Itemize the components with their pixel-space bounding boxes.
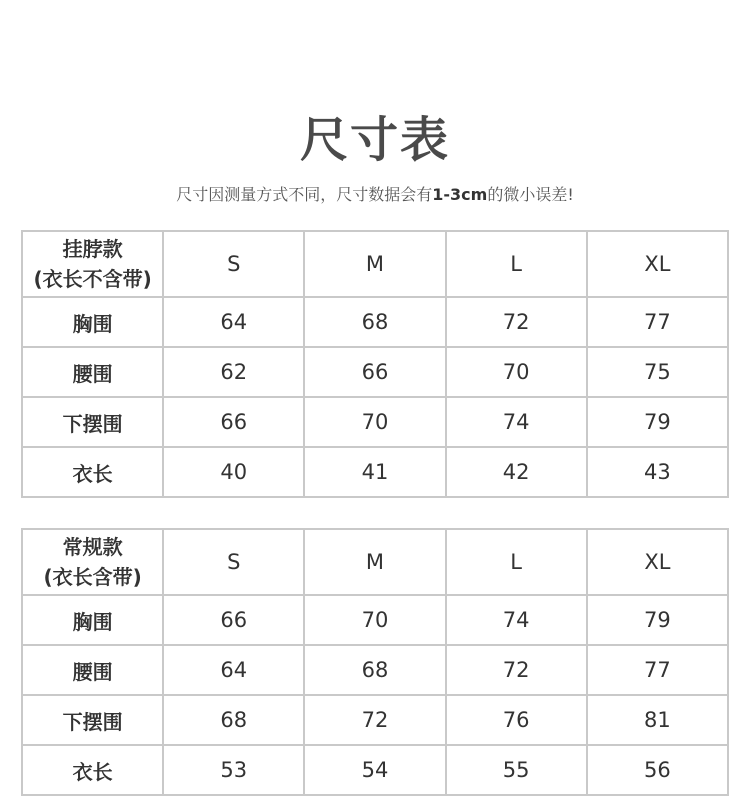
note-text-after: 的微小误差!	[487, 185, 574, 204]
table-cell: 53	[163, 745, 304, 795]
size-header-m: M	[304, 529, 445, 595]
size-header-s: S	[163, 231, 304, 297]
table-cell: 68	[304, 297, 445, 347]
row-label: 腰围	[22, 645, 163, 695]
row-label: 衣长	[22, 745, 163, 795]
size-table-regular	[21, 528, 729, 796]
table-cell: 62	[163, 347, 304, 397]
table-cell: 56	[587, 745, 728, 795]
size-header-m: M	[304, 231, 445, 297]
size-header-l: L	[446, 529, 587, 595]
table-cell: 41	[304, 447, 445, 497]
table-cell: 72	[446, 645, 587, 695]
table-cell: 70	[446, 347, 587, 397]
table-cell: 79	[587, 595, 728, 645]
table-cell: 70	[304, 595, 445, 645]
table-cell: 42	[446, 447, 587, 497]
table-cell: 77	[587, 297, 728, 347]
table-cell: 77	[587, 645, 728, 695]
table-cell: 66	[163, 397, 304, 447]
note-text-before: 尺寸因测量方式不同，尺寸数据会有	[176, 185, 433, 204]
row-label: 腰围	[22, 347, 163, 397]
table-cell: 74	[446, 397, 587, 447]
table-cell: 72	[304, 695, 445, 745]
table-row	[22, 595, 728, 645]
table-cell: 68	[304, 645, 445, 695]
style-note: (衣长含带)	[43, 565, 142, 589]
size-header-xl: XL	[587, 231, 728, 297]
style-note: (衣长不含带)	[33, 267, 152, 291]
table-row	[22, 695, 728, 745]
row-label: 胸围	[22, 595, 163, 645]
table-header-row	[22, 529, 728, 595]
table-corner-label	[22, 231, 163, 297]
size-header-l: L	[446, 231, 587, 297]
table-cell: 72	[446, 297, 587, 347]
measurement-note	[0, 184, 750, 206]
table-cell: 64	[163, 297, 304, 347]
table-cell: 75	[587, 347, 728, 397]
table-cell: 68	[163, 695, 304, 745]
table-cell: 54	[304, 745, 445, 795]
row-label: 衣长	[22, 447, 163, 497]
row-label: 下摆围	[22, 397, 163, 447]
table-cell: 81	[587, 695, 728, 745]
style-name: 常规款	[62, 535, 123, 559]
page-title: 尺寸表	[299, 112, 450, 168]
table-cell: 79	[587, 397, 728, 447]
row-label: 胸围	[22, 297, 163, 347]
table-corner-label	[22, 529, 163, 595]
table-row	[22, 347, 728, 397]
note-highlight: 1-3cm	[432, 185, 488, 204]
table-cell: 55	[446, 745, 587, 795]
size-table-halter	[21, 230, 729, 498]
table-row	[22, 397, 728, 447]
table-cell: 64	[163, 645, 304, 695]
table-cell: 66	[163, 595, 304, 645]
table-cell: 40	[163, 447, 304, 497]
table-cell: 70	[304, 397, 445, 447]
style-name: 挂脖款	[62, 237, 123, 261]
table-row	[22, 297, 728, 347]
table-row	[22, 645, 728, 695]
size-header-xl: XL	[587, 529, 728, 595]
table-cell: 76	[446, 695, 587, 745]
size-header-s: S	[163, 529, 304, 595]
table-header-row	[22, 231, 728, 297]
row-label: 下摆围	[22, 695, 163, 745]
table-row	[22, 745, 728, 795]
table-cell: 43	[587, 447, 728, 497]
table-cell: 66	[304, 347, 445, 397]
table-row	[22, 447, 728, 497]
table-cell: 74	[446, 595, 587, 645]
